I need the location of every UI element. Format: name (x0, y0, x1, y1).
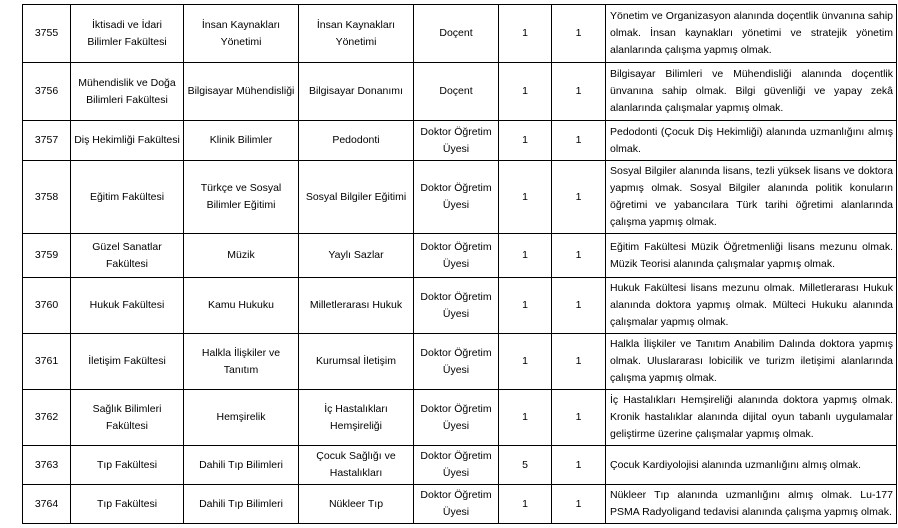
position-count-cell: 1 (499, 234, 552, 278)
position-number-cell: 3759 (23, 234, 71, 278)
position-count-cell: 1 (499, 390, 552, 446)
second-count-cell: 1 (552, 5, 606, 63)
field-cell: İç Hastalıkları Hemşireliği (299, 390, 414, 446)
field-cell: Milletlerarası Hukuk (299, 278, 414, 334)
requirements-cell: Pedodonti (Çocuk Diş Hekimliği) alanında uzmanlığını almış olmak. (606, 121, 897, 161)
department-cell: Halkla İlişkiler ve Tanıtım (184, 334, 299, 390)
department-cell: Dahili Tıp Bilimleri (184, 446, 299, 485)
position-number-cell: 3760 (23, 278, 71, 334)
faculty-cell: Hukuk Fakültesi (71, 278, 184, 334)
faculty-cell: Eğitim Fakültesi (71, 161, 184, 234)
position-number-cell: 3761 (23, 334, 71, 390)
second-count-cell: 1 (552, 390, 606, 446)
academic-title-cell: Doçent (414, 63, 499, 121)
requirements-cell: Eğitim Fakültesi Müzik Öğretmenliği lisans mezunu olmak. Müzik Teorisi alanında çalışmalar yapmış olmak. (606, 234, 897, 278)
faculty-cell: Diş Hekimliği Fakültesi (71, 121, 184, 161)
position-count-cell: 1 (499, 485, 552, 524)
position-number-cell: 3764 (23, 485, 71, 524)
position-number-cell: 3763 (23, 446, 71, 485)
faculty-cell: Tıp Fakültesi (71, 446, 184, 485)
requirements-cell: İç Hastalıkları Hemşireliği alanında doktora yapmış olmak. Kronik hastalıklar alanında dijital oyun tabanlı uygulamalar geliştirme üzerine çalışmalar yapmış olmak. (606, 390, 897, 446)
position-count-cell: 5 (499, 446, 552, 485)
position-count-cell: 1 (499, 161, 552, 234)
second-count-cell: 1 (552, 278, 606, 334)
faculty-cell: Mühendislik ve Doğa Bilimleri Fakültesi (71, 63, 184, 121)
requirements-cell: Halkla İlişkiler ve Tanıtım Anabilim Dalında doktora yapmış olmak. Uluslararası lobicilik ve turizm iletişimi alanlarında çalışma yapmış olmak. (606, 334, 897, 390)
second-count-cell: 1 (552, 485, 606, 524)
requirements-cell: Nükleer Tıp alanında uzmanlığını almış olmak. Lu-177 PSMA Radyoligand tedavisi alanında çalışma yapmış olmak. (606, 485, 897, 524)
table-row (23, 485, 897, 524)
position-count-cell: 1 (499, 5, 552, 63)
position-number-cell: 3756 (23, 63, 71, 121)
position-count-cell: 1 (499, 121, 552, 161)
field-cell: Sosyal Bilgiler Eğitimi (299, 161, 414, 234)
field-cell: Yaylı Sazlar (299, 234, 414, 278)
field-cell: Kurumsal İletişim (299, 334, 414, 390)
academic-title-cell: Doktor Öğretim Üyesi (414, 446, 499, 485)
field-cell: İnsan Kaynakları Yönetimi (299, 5, 414, 63)
academic-title-cell: Doktor Öğretim Üyesi (414, 278, 499, 334)
academic-title-cell: Doçent (414, 5, 499, 63)
academic-title-cell: Doktor Öğretim Üyesi (414, 334, 499, 390)
faculty-cell: Tıp Fakültesi (71, 485, 184, 524)
requirements-cell: Bilgisayar Bilimleri ve Mühendisliği alanında doçentlik ünvanına sahip olmak. Bilgi güvenliği ve yapay zekâ alanlarında çalışmalar yapmış olmak. (606, 63, 897, 121)
table-row (23, 278, 897, 334)
department-cell: Klinik Bilimler (184, 121, 299, 161)
second-count-cell: 1 (552, 334, 606, 390)
faculty-cell: İletişim Fakültesi (71, 334, 184, 390)
second-count-cell: 1 (552, 234, 606, 278)
department-cell: Kamu Hukuku (184, 278, 299, 334)
positions-table-body (23, 5, 897, 524)
position-number-cell: 3758 (23, 161, 71, 234)
table-row (23, 63, 897, 121)
requirements-cell: Yönetim ve Organizasyon alanında doçentlik ünvanına sahip olmak. İnsan kaynakları yönetimi ve stratejik yönetim alanlarında çalışma yapmış olmak. (606, 5, 897, 63)
table-row (23, 121, 897, 161)
second-count-cell: 1 (552, 161, 606, 234)
field-cell: Çocuk Sağlığı ve Hastalıkları (299, 446, 414, 485)
position-number-cell: 3755 (23, 5, 71, 63)
department-cell: Dahili Tıp Bilimleri (184, 485, 299, 524)
faculty-cell: Sağlık Bilimleri Fakültesi (71, 390, 184, 446)
table-row (23, 446, 897, 485)
position-count-cell: 1 (499, 334, 552, 390)
field-cell: Nükleer Tıp (299, 485, 414, 524)
department-cell: Müzik (184, 234, 299, 278)
faculty-cell: Güzel Sanatlar Fakültesi (71, 234, 184, 278)
table-row (23, 161, 897, 234)
academic-title-cell: Doktor Öğretim Üyesi (414, 485, 499, 524)
second-count-cell: 1 (552, 121, 606, 161)
department-cell: İnsan Kaynakları Yönetimi (184, 5, 299, 63)
requirements-cell: Çocuk Kardiyolojisi alanında uzmanlığını almış olmak. (606, 446, 897, 485)
academic-title-cell: Doktor Öğretim Üyesi (414, 390, 499, 446)
second-count-cell: 1 (552, 63, 606, 121)
second-count-cell: 1 (552, 446, 606, 485)
field-cell: Bilgisayar Donanımı (299, 63, 414, 121)
department-cell: Bilgisayar Mühendisliği (184, 63, 299, 121)
requirements-cell: Hukuk Fakültesi lisans mezunu olmak. Milletlerarası Hukuk alanında doktora yapmış olmak. Mülteci Hukuku alanında çalışmalar yapmış olmak. (606, 278, 897, 334)
positions-table (22, 4, 897, 524)
department-cell: Hemşirelik (184, 390, 299, 446)
table-row (23, 334, 897, 390)
academic-title-cell: Doktor Öğretim Üyesi (414, 234, 499, 278)
table-row (23, 5, 897, 63)
position-number-cell: 3757 (23, 121, 71, 161)
academic-title-cell: Doktor Öğretim Üyesi (414, 121, 499, 161)
position-count-cell: 1 (499, 278, 552, 334)
table-row (23, 390, 897, 446)
department-cell: Türkçe ve Sosyal Bilimler Eğitimi (184, 161, 299, 234)
requirements-cell: Sosyal Bilgiler alanında lisans, tezli yüksek lisans ve doktora yapmış olmak. Sosyal Bilgiler alanında politik konuların öğretimi ve yabancılara Türk tarihi öğretimi alanlarında çalışma yapmış olmak. (606, 161, 897, 234)
table-row (23, 234, 897, 278)
field-cell: Pedodonti (299, 121, 414, 161)
faculty-cell: İktisadi ve İdari Bilimler Fakültesi (71, 5, 184, 63)
position-count-cell: 1 (499, 63, 552, 121)
academic-title-cell: Doktor Öğretim Üyesi (414, 161, 499, 234)
position-number-cell: 3762 (23, 390, 71, 446)
